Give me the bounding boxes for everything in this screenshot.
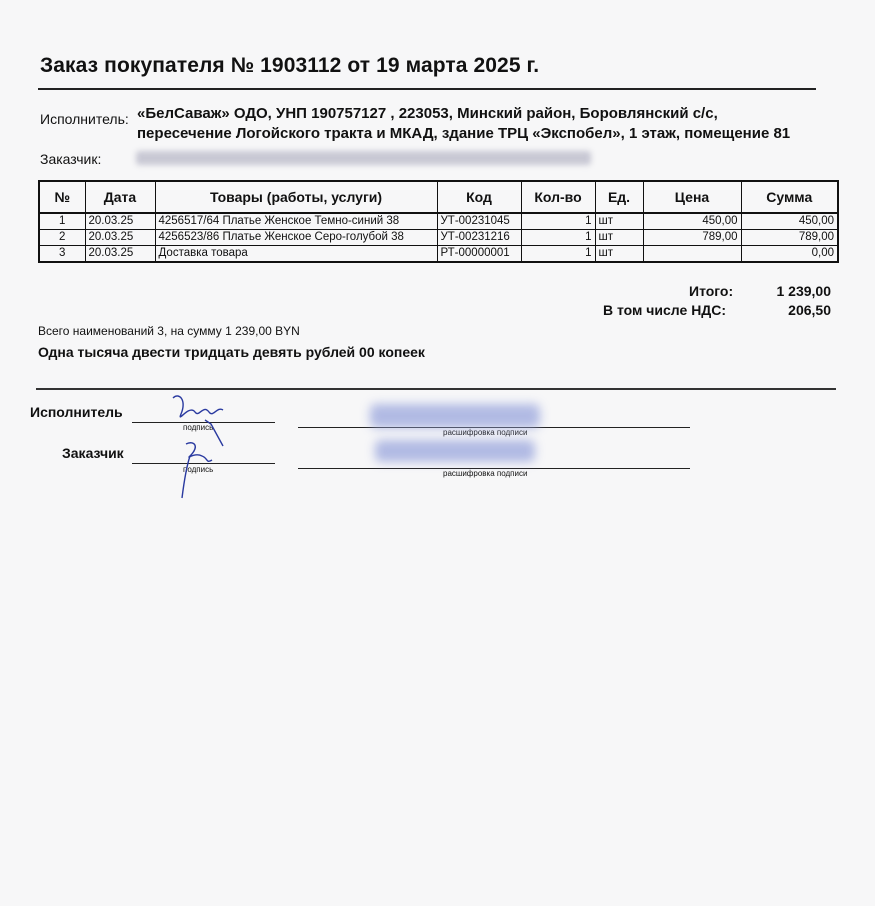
- row-goods: 4256517/64 Платье Женское Темно-синий 38: [155, 213, 437, 230]
- customer-signature-label: Заказчик: [62, 445, 124, 461]
- performer-decode-caption: расшифровка подписи: [443, 428, 528, 437]
- amount-in-words: Одна тысяча двести тридцать девять рублей 00 копеек: [38, 344, 425, 360]
- table-header-row: [39, 181, 838, 213]
- customer-signature-caption: подпись: [183, 465, 214, 474]
- row-number: 1: [39, 213, 85, 230]
- customer-handwritten-signature: [172, 438, 232, 500]
- order-items-table: [38, 180, 839, 263]
- performer-details-line2: пересечение Логойского тракта и МКАД, здание ТРЦ «Экспобел», 1 этаж, помещение 81: [137, 125, 791, 142]
- vat-value: 206,50: [788, 302, 831, 318]
- row-price: [643, 246, 741, 263]
- row-sum: 450,00: [741, 213, 838, 230]
- customer-decode-redacted: [375, 440, 535, 462]
- performer-details-line1: «БелСаваж» ОДО, УНП 190757127 , 223053, Минский район, Боровлянский с/с,: [137, 105, 718, 122]
- row-date: 20.03.25: [85, 230, 155, 246]
- row-quantity: 1: [521, 230, 595, 246]
- vat-label: В том числе НДС:: [603, 302, 727, 318]
- row-goods: Доставка товара: [155, 246, 437, 263]
- table-row: [39, 246, 838, 263]
- header-sum: Сумма: [741, 181, 838, 213]
- row-price: 789,00: [643, 230, 741, 246]
- row-sum: 789,00: [741, 230, 838, 246]
- title-underline: [38, 88, 816, 90]
- row-code: УТ-00231045: [437, 213, 521, 230]
- row-goods: 4256523/86 Платье Женское Серо-голубой 38: [155, 230, 437, 246]
- row-unit: шт: [595, 230, 643, 246]
- row-quantity: 1: [521, 213, 595, 230]
- header-number: №: [39, 181, 85, 213]
- customer-name-redacted: [136, 151, 591, 165]
- row-unit: шт: [595, 213, 643, 230]
- items-count-summary: Всего наименований 3, на сумму 1 239,00 BYN: [38, 324, 300, 338]
- header-goods: Товары (работы, услуги): [155, 181, 437, 213]
- section-divider: [36, 388, 836, 390]
- row-sum: 0,00: [741, 246, 838, 263]
- performer-label: Исполнитель:: [40, 111, 129, 127]
- row-number: 3: [39, 246, 85, 263]
- row-code: УТ-00231216: [437, 230, 521, 246]
- document-title: Заказ покупателя № 1903112 от 19 марта 2025 г.: [40, 54, 540, 77]
- table-row: [39, 213, 838, 230]
- total-label: Итого:: [689, 283, 734, 299]
- table-row: [39, 230, 838, 246]
- header-quantity: Кол-во: [521, 181, 595, 213]
- performer-signature-caption: подпись: [183, 423, 214, 432]
- customer-decode-caption: расшифровка подписи: [443, 469, 528, 478]
- header-unit: Ед.: [595, 181, 643, 213]
- customer-label: Заказчик:: [40, 151, 102, 167]
- performer-signature-label: Исполнитель: [30, 404, 123, 420]
- row-price: 450,00: [643, 213, 741, 230]
- row-date: 20.03.25: [85, 213, 155, 230]
- row-date: 20.03.25: [85, 246, 155, 263]
- header-code: Код: [437, 181, 521, 213]
- header-date: Дата: [85, 181, 155, 213]
- row-code: РТ-00000001: [437, 246, 521, 263]
- row-quantity: 1: [521, 246, 595, 263]
- performer-decode-redacted: [370, 404, 540, 428]
- header-price: Цена: [643, 181, 741, 213]
- row-number: 2: [39, 230, 85, 246]
- row-unit: шт: [595, 246, 643, 263]
- total-value: 1 239,00: [776, 283, 831, 299]
